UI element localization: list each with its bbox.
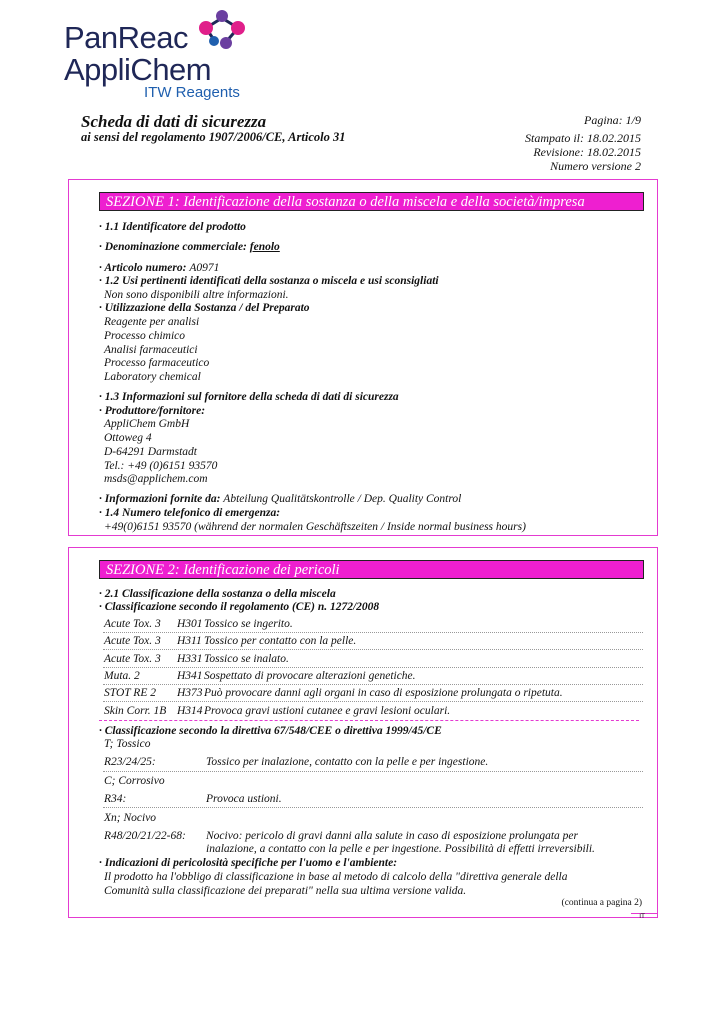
revision-date: Revisione: 18.02.2015 xyxy=(533,145,641,159)
s1-product-identifier: · 1.1 Identificatore del prodotto xyxy=(99,221,246,233)
molecule-logo-icon xyxy=(194,6,252,54)
harmful-label: Xn; Nocivo xyxy=(104,812,157,824)
logo-line-1: PanReac xyxy=(64,20,189,55)
s2-hazard-text: Comunità sulla classificazione dei preparati" nella sua ultima versione valida. xyxy=(104,885,467,897)
section-2-title: SEZIONE 2: Identificazione dei pericoli xyxy=(99,560,644,579)
section-1-title: SEZIONE 1: Identificazione della sostanza o della miscela e della società/impresa xyxy=(99,192,644,211)
divider xyxy=(103,807,643,808)
corrosive-label: C; Corrosivo xyxy=(104,775,165,787)
document-subtitle: ai sensi del regolamento 1907/2006/CE, Articolo 31 xyxy=(81,130,346,144)
toxic-label: T; Tossico xyxy=(104,738,151,750)
address-line: AppliChem GmbH xyxy=(104,418,190,430)
s1-supplier-info: · 1.3 Informazioni sul fornitore della scheda di dati di sicurezza xyxy=(99,391,399,403)
company-logo xyxy=(64,6,254,102)
use-item: Processo chimico xyxy=(104,330,186,342)
s2-specific-hazards: · Indicazioni di pericolosità specifiche per l'uomo e l'ambiente: xyxy=(99,857,398,869)
section-2: SEZIONE 2: Identificazione dei pericoli · 2.1 Classificazione della sostanza o della miscela · Classificazione secondo il regolamento (CE) n. 1272/2008 Acute Tox. 3 H301 Tossico se ingerito. Acute Tox. 3 H311 Tossico per contatto con la pelle. Acute Tox. 3 H331 Tossico se inalato. Muta. 2 H341 Sospettato di provocare alterazioni genetiche. STOT RE 2 H373 Può provocare danni agli organi in caso di esposizione prolungata o ripetuta. Skin Corr. 1B H314 Provoca gravi ustioni cutanee e gravi lesioni oculari. · Classificazione secondo la direttiva 67/548/CEE o direttiva 1999/45/CE T; Tossico R23/24/25: Tossico per inalazione, contatto con la pelle e per ingestione. C; Corrosivo R34: Provoca ustioni. Xn; Nocivo R48/20/21/22-68: Nocivo: pericolo di gravi danni alla salute in caso di esposizione prolungata per inalazione, a contatto con la pelle e per ingestione. Possibilità di effetti irreversibili. · Indicazioni di pericolosità specifiche per l'uomo e l'ambiente: Il prodotto ha l'obbligo di classificazione in base al metodo di calcolo della "direttiva generale della Comunità sulla classificazione dei preparati" nella sua ultima versione valida. xyxy=(68,547,658,918)
continued-note: (continua a pagina 2) xyxy=(561,898,642,908)
s1-use-heading: · Utilizzazione della Sostanza / del Preparato xyxy=(99,302,310,314)
section-divider xyxy=(99,720,639,721)
divider xyxy=(103,667,643,668)
language-code: IT xyxy=(639,913,645,920)
version-number: Numero versione 2 xyxy=(550,159,641,173)
s1-emergency-heading: · 1.4 Numero telefonico di emergenza: xyxy=(99,507,281,519)
document-title: Scheda di dati di sicurezza xyxy=(81,112,267,131)
s1-no-info: Non sono disponibili altre informazioni. xyxy=(104,289,289,301)
use-item: Laboratory chemical xyxy=(104,371,201,383)
s2-classification-heading: · 2.1 Classificazione della sostanza o della miscela xyxy=(99,588,336,600)
logo-line-2: AppliChem xyxy=(64,52,212,87)
logo-line-3: ITW Reagents xyxy=(144,84,240,101)
page-number: Pagina: 1/9 xyxy=(584,113,641,127)
s2-hazard-text: Il prodotto ha l'obbligo di classificazione in base al metodo di calcolo della "direttiva generale della xyxy=(104,871,568,883)
s1-article-number: · Articolo numero: A0971 xyxy=(99,262,220,274)
use-item: Analisi farmaceutici xyxy=(104,344,198,356)
s2-clp-heading: · Classificazione secondo il regolamento (CE) n. 1272/2008 xyxy=(99,601,380,613)
trade-name-value: fenolo xyxy=(249,241,280,253)
divider xyxy=(103,684,643,685)
printed-date: Stampato il: 18.02.2015 xyxy=(525,131,641,145)
address-line: msds@applichem.com xyxy=(104,473,208,485)
divider xyxy=(103,771,643,772)
section-1 xyxy=(68,179,658,536)
s1-emergency-number: +49(0)6151 93570 (während der normalen Geschäftszeiten / Inside normal business hours) xyxy=(104,521,526,533)
divider xyxy=(103,632,643,633)
s1-info-provided: · Informazioni fornite da: Abteilung Qualitätskontrolle / Dep. Quality Control xyxy=(99,493,462,505)
address-line: Ottoweg 4 xyxy=(104,432,152,444)
s2-dsd-heading: · Classificazione secondo la direttiva 67/548/CEE o direttiva 1999/45/CE xyxy=(99,725,442,737)
s1-relevant-uses: · 1.2 Usi pertinenti identificati della sostanza o miscela e usi sconsigliati xyxy=(99,275,439,287)
address-line: Tel.: +49 (0)6151 93570 xyxy=(104,460,218,472)
s1-trade-name: · Denominazione commerciale: fenolo xyxy=(99,241,280,253)
use-item: Processo farmaceutico xyxy=(104,357,210,369)
use-item: Reagente per analisi xyxy=(104,316,200,328)
divider xyxy=(103,649,643,650)
address-line: D-64291 Darmstadt xyxy=(104,446,197,458)
s1-manufacturer-heading: · Produttore/fornitore: xyxy=(99,405,206,417)
divider xyxy=(103,701,643,702)
